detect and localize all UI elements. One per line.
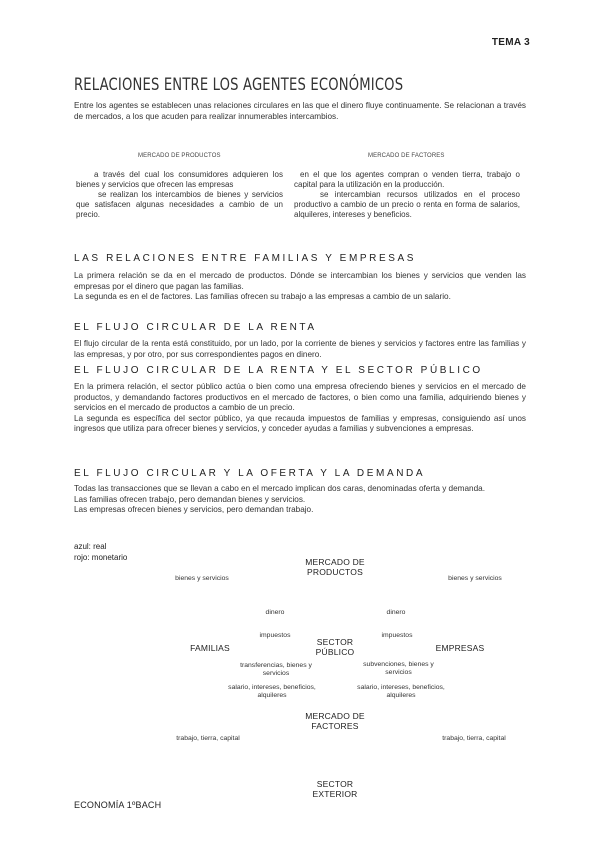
flow-money-right: dinero bbox=[386, 609, 406, 616]
products-market-heading: MERCADO DE PRODUCTOS bbox=[138, 153, 221, 159]
node-products-market: MERCADO DE PRODUCTOS bbox=[305, 557, 365, 577]
intro-text: Entre los agentes se establecen unas relaciones circulares en las que el dinero fluye continuamente. Se relacionan a través de mercados, a los que acuden para realizar innumerables intercambios. bbox=[74, 101, 526, 121]
section-paragraph: La segunda es específica del sector público, ya que recauda impuestos de familias y empresas, consiguiendo así unos ingresos que utiliza para ofrecer bienes y servicios, y conceder ayudas a familias y subvenciones a empresas. bbox=[74, 413, 526, 434]
flow-transfers: transferencias, bienes y servicios bbox=[240, 662, 312, 677]
flow-goods-right: bienes y servicios bbox=[448, 575, 502, 582]
flow-goods-left: bienes y servicios bbox=[175, 575, 229, 582]
page-title: RELACIONES ENTRE LOS AGENTES ECONÓMICOS bbox=[74, 75, 404, 95]
legend-monetary: rojo: monetario bbox=[74, 553, 128, 562]
node-companies: EMPRESAS bbox=[435, 643, 485, 653]
flow-income-left: salario, intereses, beneficios, alquileres bbox=[228, 684, 316, 699]
flow-taxes-right: impuestos bbox=[381, 632, 413, 639]
section-body-supply-demand bbox=[74, 484, 526, 516]
section-heading-circular-flow: EL FLUJO CIRCULAR DE LA RENTA bbox=[74, 322, 317, 333]
flow-taxes-left: impuestos bbox=[259, 632, 291, 639]
products-market-line1: a través del cual los consumidores adquieren los bienes y servicios que ofrecen las empresas bbox=[76, 170, 283, 189]
factors-market-definition bbox=[294, 170, 520, 220]
section-paragraph: Todas las transacciones que se llevan a cabo en el mercado implican dos caras, denominadas oferta y demanda. bbox=[74, 484, 485, 493]
node-families: FAMILIAS bbox=[190, 643, 230, 653]
legend-real: azul: real bbox=[74, 542, 107, 551]
flow-labor-left: trabajo, tierra, capital bbox=[176, 735, 240, 742]
section-body-circular-flow bbox=[74, 339, 526, 360]
section-body-families-companies bbox=[74, 271, 526, 303]
factors-market-line2: se intercambian recursos utilizados en el proceso productivo a cambio de un precio o renta en forma de salarios, alquileres, intereses y beneficios. bbox=[294, 190, 520, 219]
flow-labor-right: trabajo, tierra, capital bbox=[442, 735, 506, 742]
products-market-definition bbox=[76, 170, 283, 220]
section-paragraph: Las familias ofrecen trabajo, pero demandan bienes y servicios. bbox=[74, 494, 306, 504]
intro-paragraph bbox=[74, 101, 526, 122]
section-heading-families-companies: LAS RELACIONES ENTRE FAMILIAS Y EMPRESAS bbox=[74, 253, 417, 264]
flow-money-left: dinero bbox=[265, 609, 285, 616]
topic-label: TEMA 3 bbox=[491, 37, 530, 48]
node-factors-market: MERCADO DE FACTORES bbox=[305, 711, 365, 731]
diagram-legend bbox=[74, 541, 127, 563]
footer-course: ECONOMÍA 1ºBACH bbox=[74, 800, 162, 810]
section-paragraph: En la primera relación, el sector público actúa o bien como una empresa ofreciendo bienes y servicios en el mercado de productos, y demandando factores productivos en el mercado de factores, o bien como una familia, adquiriendo bienes y servicios en el mercado de productos a cambio de un precio. bbox=[74, 382, 526, 413]
flow-subsidies: subvenciones, bienes y servicios bbox=[363, 661, 434, 676]
section-paragraph: La primera relación se da en el mercado de productos. Dónde se intercambian los bienes y servicios que venden las empresas por el dinero que pagan las familias. bbox=[74, 271, 526, 291]
factors-market-heading: MERCADO DE FACTORES bbox=[368, 153, 445, 159]
section-paragraph: Las empresas ofrecen bienes y servicios, pero demandan trabajo. bbox=[74, 505, 314, 515]
node-foreign-sector: SECTOR EXTERIOR bbox=[312, 779, 358, 799]
section-paragraph: La segunda es en el de factores. Las familias ofrecen su trabajo a las empresas a cambio de un salario. bbox=[74, 292, 451, 302]
section-heading-public-sector: EL FLUJO CIRCULAR DE LA RENTA Y EL SECTOR PÚBLICO bbox=[74, 365, 483, 376]
section-body-public-sector bbox=[74, 382, 526, 435]
factors-market-line1: en el que los agentes compran o venden tierra, trabajo o capital para la utilización en la producción. bbox=[294, 170, 520, 189]
section-paragraph: El flujo circular de la renta está constituido, por un lado, por la corriente de bienes y servicios y factores entre las familias y las empresas, y por otro, por sus correspondientes pagos en dinero. bbox=[74, 339, 526, 359]
products-market-line2: se realizan los intercambios de bienes y servicios que satisfacen algunas necesidades a cambio de un precio. bbox=[76, 190, 283, 219]
flow-income-right: salario, intereses, beneficios, alquileres bbox=[357, 684, 445, 699]
section-heading-supply-demand: EL FLUJO CIRCULAR Y LA OFERTA Y LA DEMANDA bbox=[74, 468, 426, 479]
node-public-sector: SECTOR PÚBLICO bbox=[315, 637, 355, 657]
